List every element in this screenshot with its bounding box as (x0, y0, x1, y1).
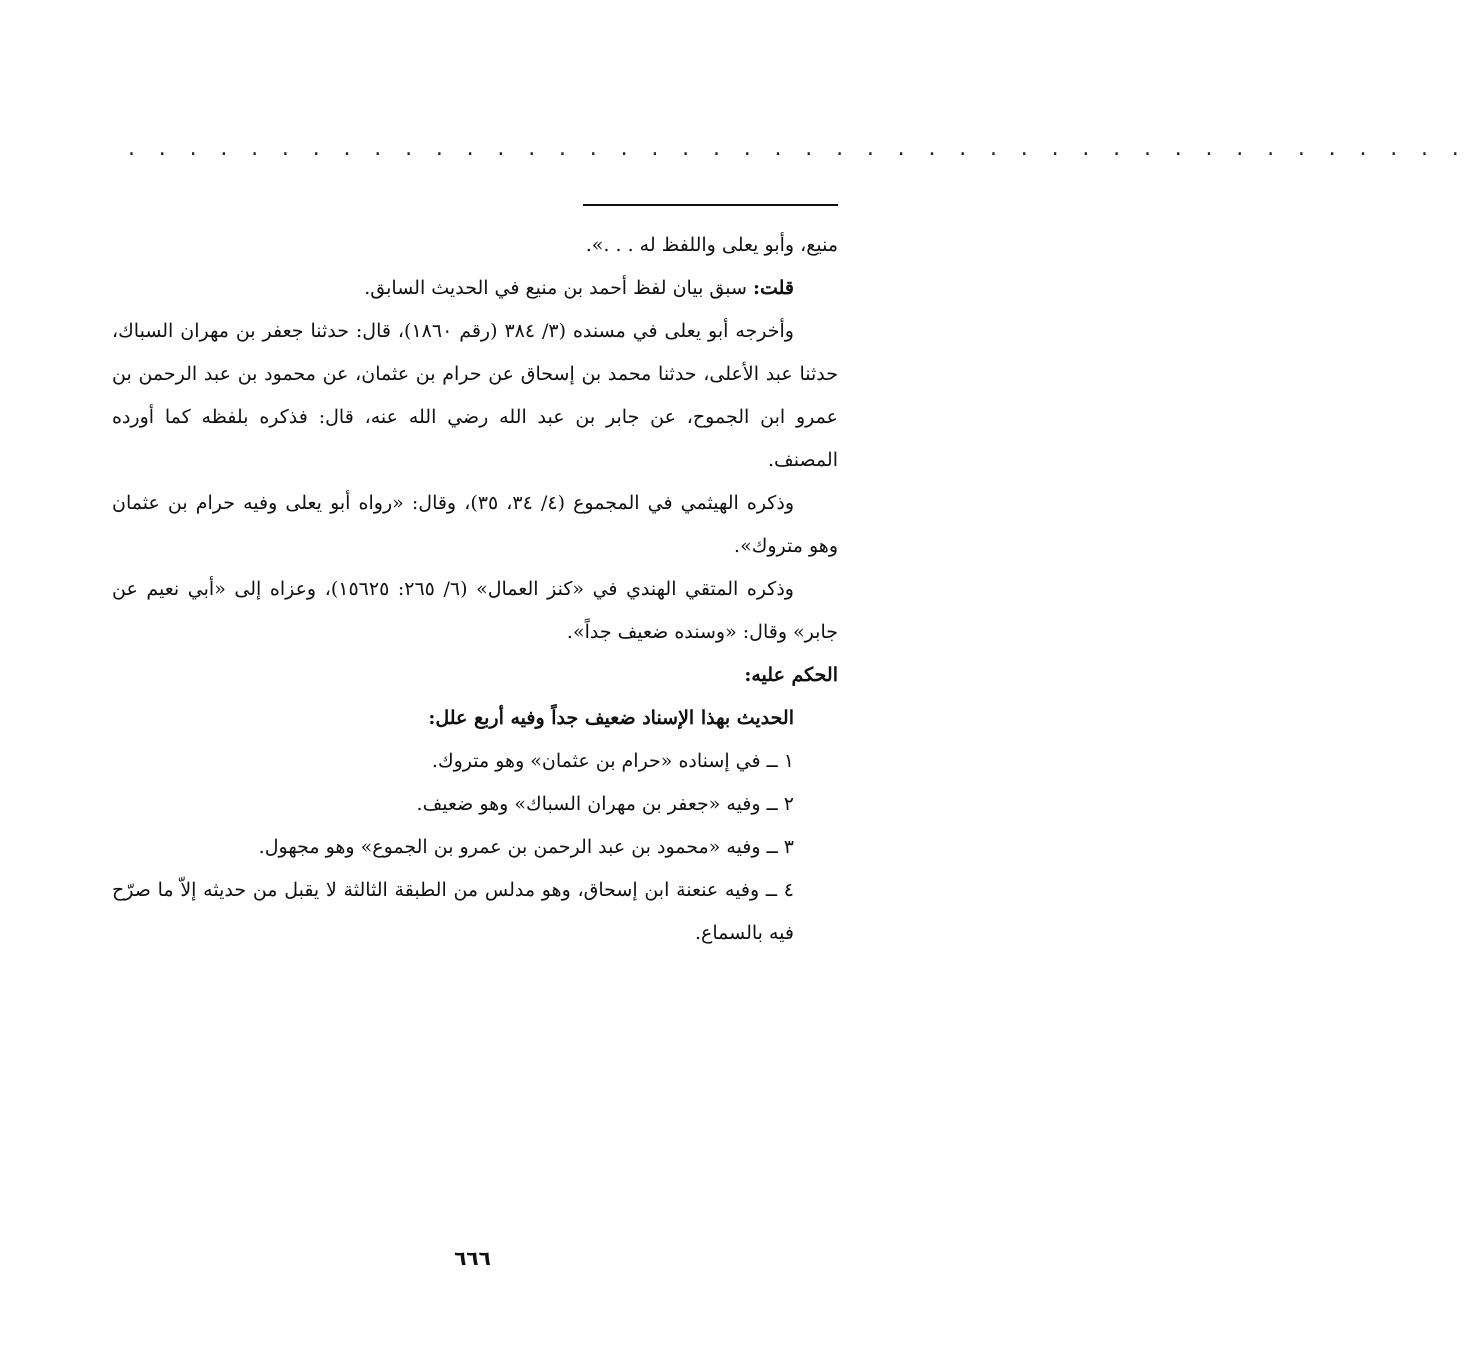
qult-note (112, 267, 838, 310)
qult-text: سبق بيان لفظ أحمد بن منيع في الحديث السابق. (364, 277, 753, 299)
paragraph-haythami: وذكره الهيثمي في المجموع (٤/ ٣٤، ٣٥)، وقال: «رواه أبو يعلى وفيه حرام بن عثمان وهو متروك». (112, 492, 838, 557)
page-text (112, 224, 838, 955)
defect-item-3: ٣ ــ وفيه «محمود بن عبد الرحمن بن عمرو بن الجموع» وهو مجهول. (258, 836, 794, 858)
page-number: ٦٦٦ (454, 1246, 491, 1270)
ruling-intro: الحديث بهذا الإسناد ضعيف جداً وفيه أربع علل: (428, 707, 794, 729)
separator-dots: . . . . . . . . . . . . . . . . . . . . . . . . . . . . . . . . . . . . . . . . . . . . (128, 136, 1467, 161)
ruling-heading: الحكم عليه: (744, 664, 838, 686)
footnote-rule (583, 204, 838, 206)
paragraph-abu-yala: وأخرجه أبو يعلى في مسنده (٣/ ٣٨٤ (رقم ١٨٦٠)، قال: حدثنا جعفر بن مهران السباك، حدثنا عبد الأعلى، حدثنا محمد بن إسحاق عن حرام بن عثمان، عن محمود بن عبد الرحمن بن عمرو ابن الجموح، عن جابر بن عبد الله رضي الله عنه، قال: فذكره بلفظه كما أورده المصنف. (112, 320, 838, 471)
footnote-continuation: منيع، وأبو يعلى واللفظ له . . .». (585, 234, 838, 256)
defects-list (112, 740, 838, 955)
paragraph-muttaqi: وذكره المتقي الهندي في «كنز العمال» (٦/ ٢٦٥: ١٥٦٢٥)، وعزاه إلى «أبي نعيم عن جابر» وقال: «وسنده ضعيف جداً». (112, 578, 838, 643)
defect-item-2: ٢ ــ وفيه «جعفر بن مهران السباك» وهو ضعيف. (416, 793, 794, 815)
defect-item-1: ١ ــ في إسناده «حرام بن عثمان» وهو متروك. (431, 750, 794, 772)
qult-label: قلت: (752, 277, 794, 299)
defect-item-4: ٤ ــ وفيه عنعنة ابن إسحاق، وهو مدلس من الطبقة الثالثة لا يقبل من حديثه إلاّ ما صرّح فيه بالسماع. (112, 879, 794, 944)
